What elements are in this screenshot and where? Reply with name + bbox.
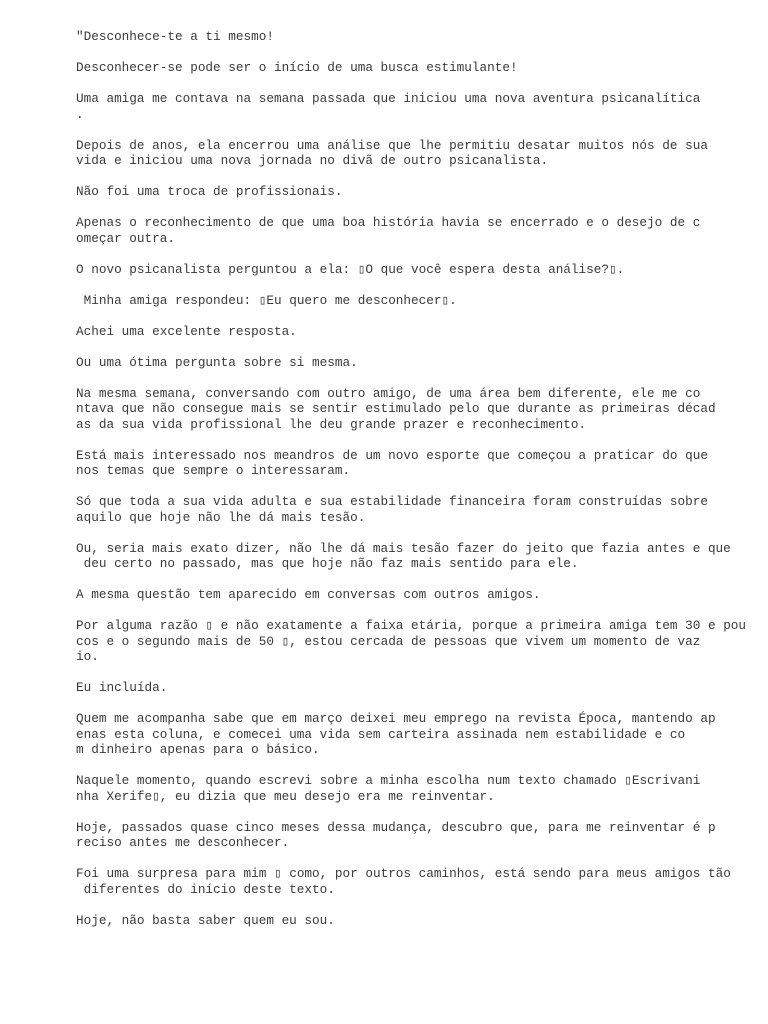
text-line: Na mesma semana, conversando com outro amigo, de uma área bem diferente, ele me co [76, 385, 701, 401]
paragraph [76, 618, 756, 665]
text-line: Hoje, passados quase cinco meses dessa mudança, descubro que, para me reinventar é p [76, 819, 716, 835]
paragraph [76, 711, 756, 758]
text-line: Desconhecer-se pode ser o início de uma busca estimulante! [76, 60, 518, 75]
text-line: Não foi uma troca de profissionais. [76, 184, 343, 199]
paragraph [76, 355, 756, 371]
text-line: Depois de anos, ela encerrou uma análise que lhe permitiu desatar muitos nós de sua [76, 137, 708, 153]
paragraph [76, 866, 756, 897]
paragraph [76, 138, 756, 169]
paragraph [76, 91, 756, 122]
text-line: cos e o segundo mais de 50 ▯, estou cercada de pessoas que vivem um momento de vaz [76, 633, 701, 649]
paragraph [76, 587, 756, 603]
text-line: as da sua vida profissional lhe deu grande prazer e reconhecimento. [76, 416, 587, 432]
paragraph [76, 913, 756, 929]
text-line: "Desconhece-te a ti mesmo! [76, 29, 274, 44]
text-line: Foi uma surpresa para mim ▯ como, por outros caminhos, está sendo para meus amigos tão [76, 866, 731, 881]
text-line: Uma amiga me contava na semana passada que iniciou uma nova aventura psicanalítica [76, 91, 701, 106]
text-line: nos temas que sempre o interessaram. [76, 463, 351, 478]
text-line: ntava que não consegue mais se sentir estimulado pelo que durante as primeiras décad [76, 401, 716, 416]
text-line: A mesma questão tem aparecido em conversas com outros amigos. [76, 587, 541, 602]
text-line: Por alguma razão ▯ e não exatamente a faixa etária, porque a primeira amiga tem 30 e pou [76, 618, 747, 633]
text-line: deu certo no passado, mas que hoje não faz mais sentido para ele. [76, 556, 579, 571]
paragraph [76, 541, 756, 572]
paragraph [76, 60, 756, 76]
text-line: io. [76, 649, 99, 664]
text-line: aquilo que hoje não lhe dá mais tesão. [76, 509, 366, 525]
text-line: vida e iniciou uma nova jornada no divã de outro psicanalista. [76, 153, 549, 168]
text-line: Naquele momento, quando escrevi sobre a minha escolha num texto chamado ▯Escrivani [76, 773, 701, 788]
paragraph [76, 820, 756, 851]
text-line: Achei uma excelente resposta. [76, 323, 297, 339]
paragraph [76, 293, 756, 309]
paragraph [76, 448, 756, 479]
text-line: reciso antes me desconhecer. [76, 835, 290, 850]
text-line: Ou uma ótima pergunta sobre si mesma. [76, 354, 358, 370]
text-line: Está mais interessado nos meandros de um novo esporte que começou a praticar do que [76, 447, 708, 463]
document-page [76, 29, 756, 944]
text-line: m dinheiro apenas para o básico. [76, 742, 320, 757]
text-line: nha Xerife▯, eu dizia que meu desejo era me reinventar. [76, 788, 495, 804]
paragraph [76, 680, 756, 696]
paragraph [76, 215, 756, 246]
text-line: diferentes do início deste texto. [76, 881, 335, 897]
text-line: Só que toda a sua vida adulta e sua estabilidade financeira foram construídas sobre [76, 494, 708, 509]
text-line: enas esta coluna, e comecei uma vida sem carteira assinada nem estabilidade e co [76, 726, 686, 742]
text-line: Quem me acompanha sabe que em março deixei meu emprego na revista Época, mantendo ap [76, 711, 716, 726]
paragraph [76, 386, 756, 433]
text-line: . [76, 106, 84, 122]
text-line: Ou, seria mais exato dizer, não lhe dá mais tesão fazer do jeito que fazia antes e que [76, 540, 731, 556]
text-line: Eu incluída. [76, 680, 168, 695]
text-line: Minha amiga respondeu: ▯Eu quero me desconhecer▯. [76, 292, 457, 308]
paragraph [76, 262, 756, 278]
paragraph [76, 494, 756, 525]
paragraph-title [76, 29, 756, 45]
text-line: Hoje, não basta saber quem eu sou. [76, 912, 335, 928]
paragraph [76, 773, 756, 804]
text-line: O novo psicanalista perguntou a ela: ▯O que você espera desta análise?▯. [76, 261, 625, 277]
text-line: omeçar outra. [76, 230, 175, 246]
paragraph [76, 324, 756, 340]
paragraph [76, 184, 756, 200]
text-line: Apenas o reconhecimento de que uma boa história havia se encerrado e o desejo de c [76, 215, 701, 230]
